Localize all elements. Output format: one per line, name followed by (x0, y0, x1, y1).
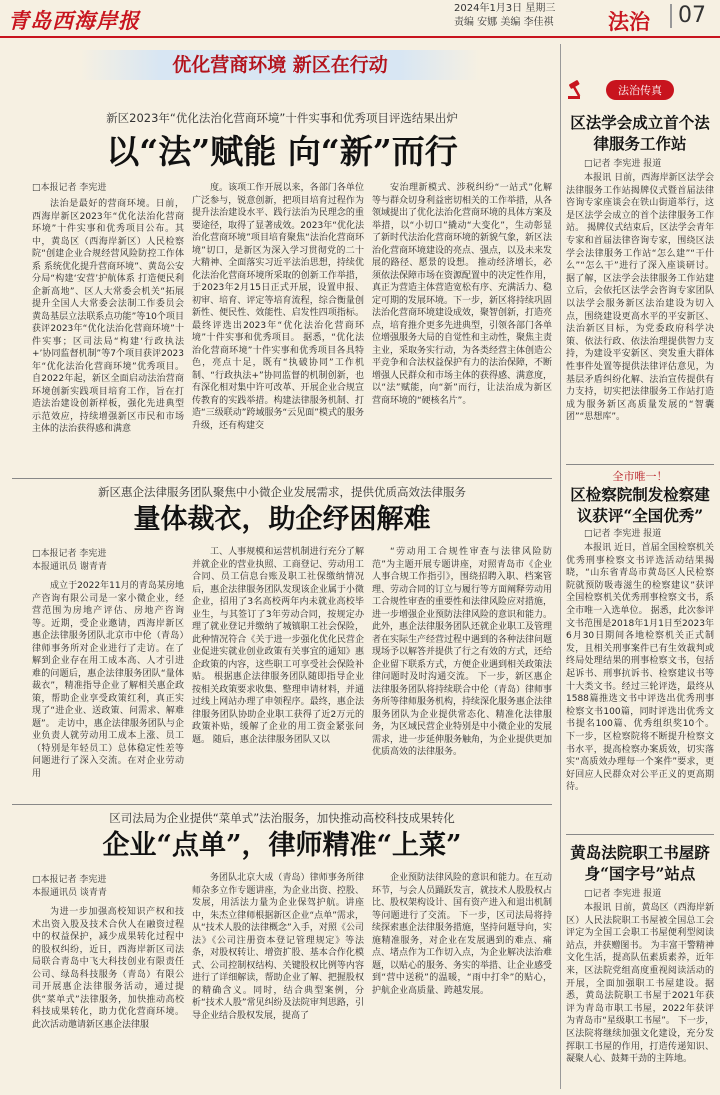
sidebar-divider-1 (566, 464, 714, 465)
article3-column-2: 务团队北京大成（青岛）律师事务所律师杂多立作专题讲座，为企业出资、控股、发展，用活法力量为企业保驾护航。讲座中，朱杰立律师根据新区企业“点单”需求，从“技术人股的法律概念”入手，对照《公司法》《公司注册资本登记管理规定》等法条，对股权转让、增资扩股、基本合作化模式、公司控制权结构、关键股权比例等内容进行了详细解读，帮助企业了解、把握股权的精确含义。同时，结合典型案例，分析“技术人股”常见纠纷及法院审判思路，引导企业结合股权发展，提高了 (192, 873, 364, 1021)
article2-headline: 量体裁衣，助企纾困解难 (133, 504, 431, 535)
issue-date: 2024年1月3日 星期三 (454, 3, 556, 14)
sidebar-item1-text: 本报讯 日前，西海岸新区法学会法律服务工作站揭牌仪式暨首届法律咨询专家座谈会在铁山街道举行，这是区法学会成立的首个法律服务工作站。 揭牌仪式结束后，区法学会青年专家和首届法律咨询专家，围绕区法学会法律服务工作站“怎么建”“干什么”“怎么干”进行了深入座谈研讨。 据了解，区法学会法律服务工作站建立后，会依托区法学会咨询专家团队以法学会服务新区法治建设为切入点，围绕建设更高水平的平安新区、法治新区目标，为党委政府科学决策、依法行政、依法治理提供智力支持，为建设平安新区、突发重大群体性事件处置等提供法律评估意见，为基层矛盾纠纷化解、法治宣传提供有力支持，切实把法律服务工作站打造成为服务新区高质量发展的“智囊团”“思想库”。 (566, 173, 714, 423)
newspaper-logo: 青岛西海岸报 (8, 8, 140, 33)
section-title: 法治 (608, 10, 650, 34)
sidebar-item1-byline: □记者 李宪进 报道 (584, 159, 662, 169)
article-divider-1 (12, 478, 552, 479)
sidebar-divider (560, 44, 561, 1089)
article3-column-3: 企业预防法律风险的意识和能力。在互动环节，与会人员踊跃发言，就技术人股股权占比、股权架构设计、国有资产进入和退出机制等问题进行了交流。 下一步，区司法局将持续探索惠企法律服务措施，坚持问题导向，实施精准服务，对企业在发展遇到的难点、痛点、堵点作为工作切入点，为企业解决法治难题，以贴心的服务、务实的举措、让企业感受到“营中送税”的温暖，“雨中打伞”的贴心，护航企业高质量、跨越发展。 (372, 873, 552, 996)
issue-editors: 责编 安娜 美编 李佳祺 (454, 17, 554, 28)
article2-byline-reporter: □本报记者 李宪进 (32, 549, 107, 559)
sidebar-item2-kicker: 全市唯一！ (612, 470, 668, 483)
issue-meta (454, 2, 555, 30)
sidebar-item2-byline: □记者 李宪进 报道 (584, 529, 662, 539)
article3-byline-correspondent: 本报通讯员 谈青青 (32, 888, 107, 898)
sidebar-item3-byline: □记者 李宪进 报道 (584, 889, 662, 899)
article1-headline: 以“法”赋能 向“新”而行 (106, 132, 458, 171)
sidebar-item3-text: 本报讯 日前，黄岛区（西海岸新区）人民法院职工书屋被全国总工会评定为全国工会职工书屋便利型阅读站点，并获赠图书。 为丰富干警精神文化生活，提高队伍素质素养，近年来，区法院党组高度重视阅读活动的开展，全面加强职工书屋建设。据悉，黄岛法院职工书屋于2021年获评为青岛市职工书屋，2022年获评为青岛市“星级职工书屋”。 下一步，区法院将继续加强文化建设，充分发挥职工书屋的作用，打造传递知识、凝聚人心、鼓舞干劲的主阵地。 (566, 903, 714, 1065)
article1-kicker: 新区2023年“优化法治化营商环境”十件实事和优秀项目评选结果出炉 (106, 111, 458, 125)
article3-headline: 企业“点单”，律师精准“上菜” (102, 830, 462, 861)
sidebar-tag (566, 78, 714, 100)
sidebar-item1-headline: 区法学会成立首个法律服务工作站 (570, 113, 710, 153)
banner-text: 优化营商环境 新区在行动 (172, 54, 388, 76)
article3-column-1: 为进一步加强高校知识产权和技术出资入股及技术合伙人在融资过程中的权益保护，减少成果转化过程中的股权纠纷，近日，西海岸新区司法局联合青岛中飞大科技创业有限责任公司、绿岛科技服务（青岛）有限公司开展惠企法律服务活动，通过提供“菜单式”法律服务，加快推动高校科技成果转化，助力优化营商环境。 此次活动邀请新区惠企法律服 (32, 907, 184, 1030)
masthead (0, 0, 720, 38)
sidebar-tag-label: 法治传真 (606, 80, 674, 100)
page-number: 07 (670, 4, 706, 28)
article-divider-2 (12, 804, 552, 805)
article2-column-3: “劳动用工合规性审查与法律风险防范”为主题开展专题讲座，对照青岛市《企业人事合规工作指引》，围绕招聘入职、档案管理、劳动合同的订立与履行等方面阐释劳动用工合规性审查的重要性和法律风险应对措施，进一步增强企业预防法律风险的意识和能力。此外，惠企法律服务团队还就企业职工及管理者在实际生产经营过程中遇到的各种法律问题现场予以解答并提供了行之有效的方式，还给企业留下联系方式，方便企业遇到相关政策法律问题时及时沟通交流。 下一步，新区惠企法律服务团队将持续联合中伦（青岛）律师事务所等律师服务机构，持续深化服务惠企法律服务团队为企业提供常态化、精准化法律服务，为区域民营企业特别是中小微企业的发展需求，进一步延伸服务触角，为企业提供更加优质高效的法律服务。 (372, 547, 552, 757)
sidebar-item2-text: 本报讯 近日，首届全国检察机关优秀刑事检察文书评选活动结果揭晓，“山东省青岛市黄岛区人民检察院就预防吸毒滋生的检察建议”获评全国检察机关优秀刑事检察文书，系全市唯一入选单位。 据悉，此次参评文书范围是2018年1月1日至2023年6月30日期间各地检察机关正式制发，且相关刑事案件已有生效裁判或终局处理结果的刑事检察文书，包括起诉书、刑事抗诉书、检察建议书等十大类文书。经过三轮评选，最终从1588篇推选文书中评选出优秀刑事检察文书100篇，同时评选出优秀文书提名100篇、优秀组织奖10个。 下一步，区检察院将不断提升检察文书水平，提高检察办案质效，切实落实“高质效办理每一个案件”要求，更好回应人民群众对公平正义的更高期待。 (566, 543, 714, 793)
sidebar-item3-headline: 黄岛法院职工书屋跻身“国字号”站点 (570, 843, 710, 883)
gavel-icon (566, 78, 588, 100)
article1-byline: □本报记者 李宪进 (32, 183, 107, 193)
article1-column-1: 法治是最好的营商环境。日前，西海岸新区2023年“优化法治化营商环境”十件实事和优秀项目公布。其中，黄岛区（西海岸新区）人民检察院“创建企业合规经营风险防控工作体系 系统优化提升营商环境”、黄岛公安分局“构建‘安营’护航体系 打造便民利企新高地”、区人大常委会机关“拓展提升全国人大常委会法制工作委员会黄岛基层立法联系点功能”等10个项目获评2023年“优化法治化营商环境”十件实事；区司法局“构建‘行政执法+’协同监督机制”等7个项目获评2023年“优化法治化营商环境”优秀项目。 自2022年起，新区全面启动法治营商环境创新实践项目培育工作，旨在打造法治建设创新样板，强化先进典型示范效应，持续增强新区市民和市场主体的法治获得感和满意 (32, 199, 184, 434)
article1-column-2: 度。该项工作开展以来，各部门各单位广泛参与，锐意创新，把项目培育过程作为提升法治建设水平、践行法治为民理念的重要途径，取得了显著成效。2023年“优化法治化营商环境”项目培育聚焦“法治化营商环境”切口，是新区为深入学习贯彻党的二十大精神、全面落实习近平法治思想，持续优化法治化营商环境所采取的创新工作举措，于2023年2月15日正式开展，设置申报、初审、培育、评定等培育流程，综合衡量创新性、便民性、效能性、启发性四项指标。最终评选出2023年“优化法治化营商环境”十件实事和优秀项目。 据悉，“优化法治化营商环境”十件实事和优秀项目各具特色，亮点十足，既有“执破协同”工作机制、“行政执法+”协同监督的机制创新，也有深化相对集中许可改革、开展企业合规宣传教育的实践举措。构建法律服务机制、打造“三级联动”跨域服务“云见面”模式的服务升级，还有构建交 (192, 183, 364, 431)
article1-column-3: 安治理新模式、涉税纠纷“一站式”化解等与群众切身利益密切相关的工作举措，从各领域提出了优化法治化营商环境的具体方案及举措，以“小切口”撬动“大变化”，生动彰显了新时代法治化营商环境的新貌气象，新区法治化营商环境建设的亮点、强点，以及未来发展的路径、愿景的设想。 推动经济增长，必须依法保障市场在资源配置中的决定性作用，真正为营造主体营造宽松有序、充满活力、稳定可期的发展环境。下一步，新区将持续巩固法治化营商环境建设成效，聚智创新，打造亮点，培育推介更多先进典型，引领各部门各单位增强服务大局的自觉性和主动性，聚焦主责主业，采取务实行动，为各类经营主体创造公平竞争和合法权益保护有力的法治保障，不断增强人民群众和市场主体的获得感、满意度，以“法”赋能，向“新”而行，让法治成为新区营商环境的“硬核名片”。 (372, 183, 552, 406)
article2-kicker: 新区惠企法律服务团队聚焦中小微企业发展需求，提供优质高效法律服务 (98, 485, 466, 499)
sidebar-divider-2 (566, 834, 714, 835)
article3-kicker: 区司法局为企业提供“菜单式”法治服务，加快推动高校科技成果转化 (109, 811, 455, 825)
article2-column-1: 成立于2022年11月的青岛某房地产咨询有限公司是一家小微企业，经营范围为房地产评估、房地产咨询等。近期，受企业邀请，西海岸新区惠企法律服务团队北京市中伦（青岛）律师事务所对企业进行了走访。在了解到企业存在用工成本高、人才引进难的问题后，惠企法律服务团队“量体裁衣”，精准指导企业了解相关惠企政策，帮助企业享受政策红利，真正实现了“进企业、送政策、问需求、解难题”。 走访中，惠企法律服务团队与企业负责人就劳动用工成本上涨、员工（特别是年轻员工）总体稳定性差等问题进行了深入交流。在对企业劳动用 (32, 581, 184, 779)
article3-byline-reporter: □本报记者 李宪进 (32, 875, 107, 885)
article2-column-2: 工、人事规模和运营机制进行充分了解并就企业的营业执照、工商登记、劳动用工合同、员工信息台账及职工社保缴纳情况后，惠企法律服务团队发现该企业属于小微企业，招用了3名高校两年内未就业高校毕业生，与其签订了3年劳动合同，按规定办理了就业登记并缴纳了城镇职工社会保险，此种情况符合《关于进一步强化优化民营企业促进实就业创业政策有关事宜的通知》惠企政策的内容，这些职工可享受社会保险补贴。 根据惠企法律服务团队随即指导企业按相关政策要求收集、整理申请材料，并通过线上网站办理了申领程序。最终，惠企法律服务团队协助企业职工获得了近2万元的政策补贴，缓解了企业的用工资金紧张问题。 随后，惠企法律服务团队又以 (192, 547, 364, 745)
topic-banner (80, 44, 480, 88)
sidebar-item2-headline: 区检察院制发检察建议获评“全国优秀” (570, 485, 710, 525)
article2-byline-correspondent: 本报通讯员 谢青青 (32, 562, 107, 572)
